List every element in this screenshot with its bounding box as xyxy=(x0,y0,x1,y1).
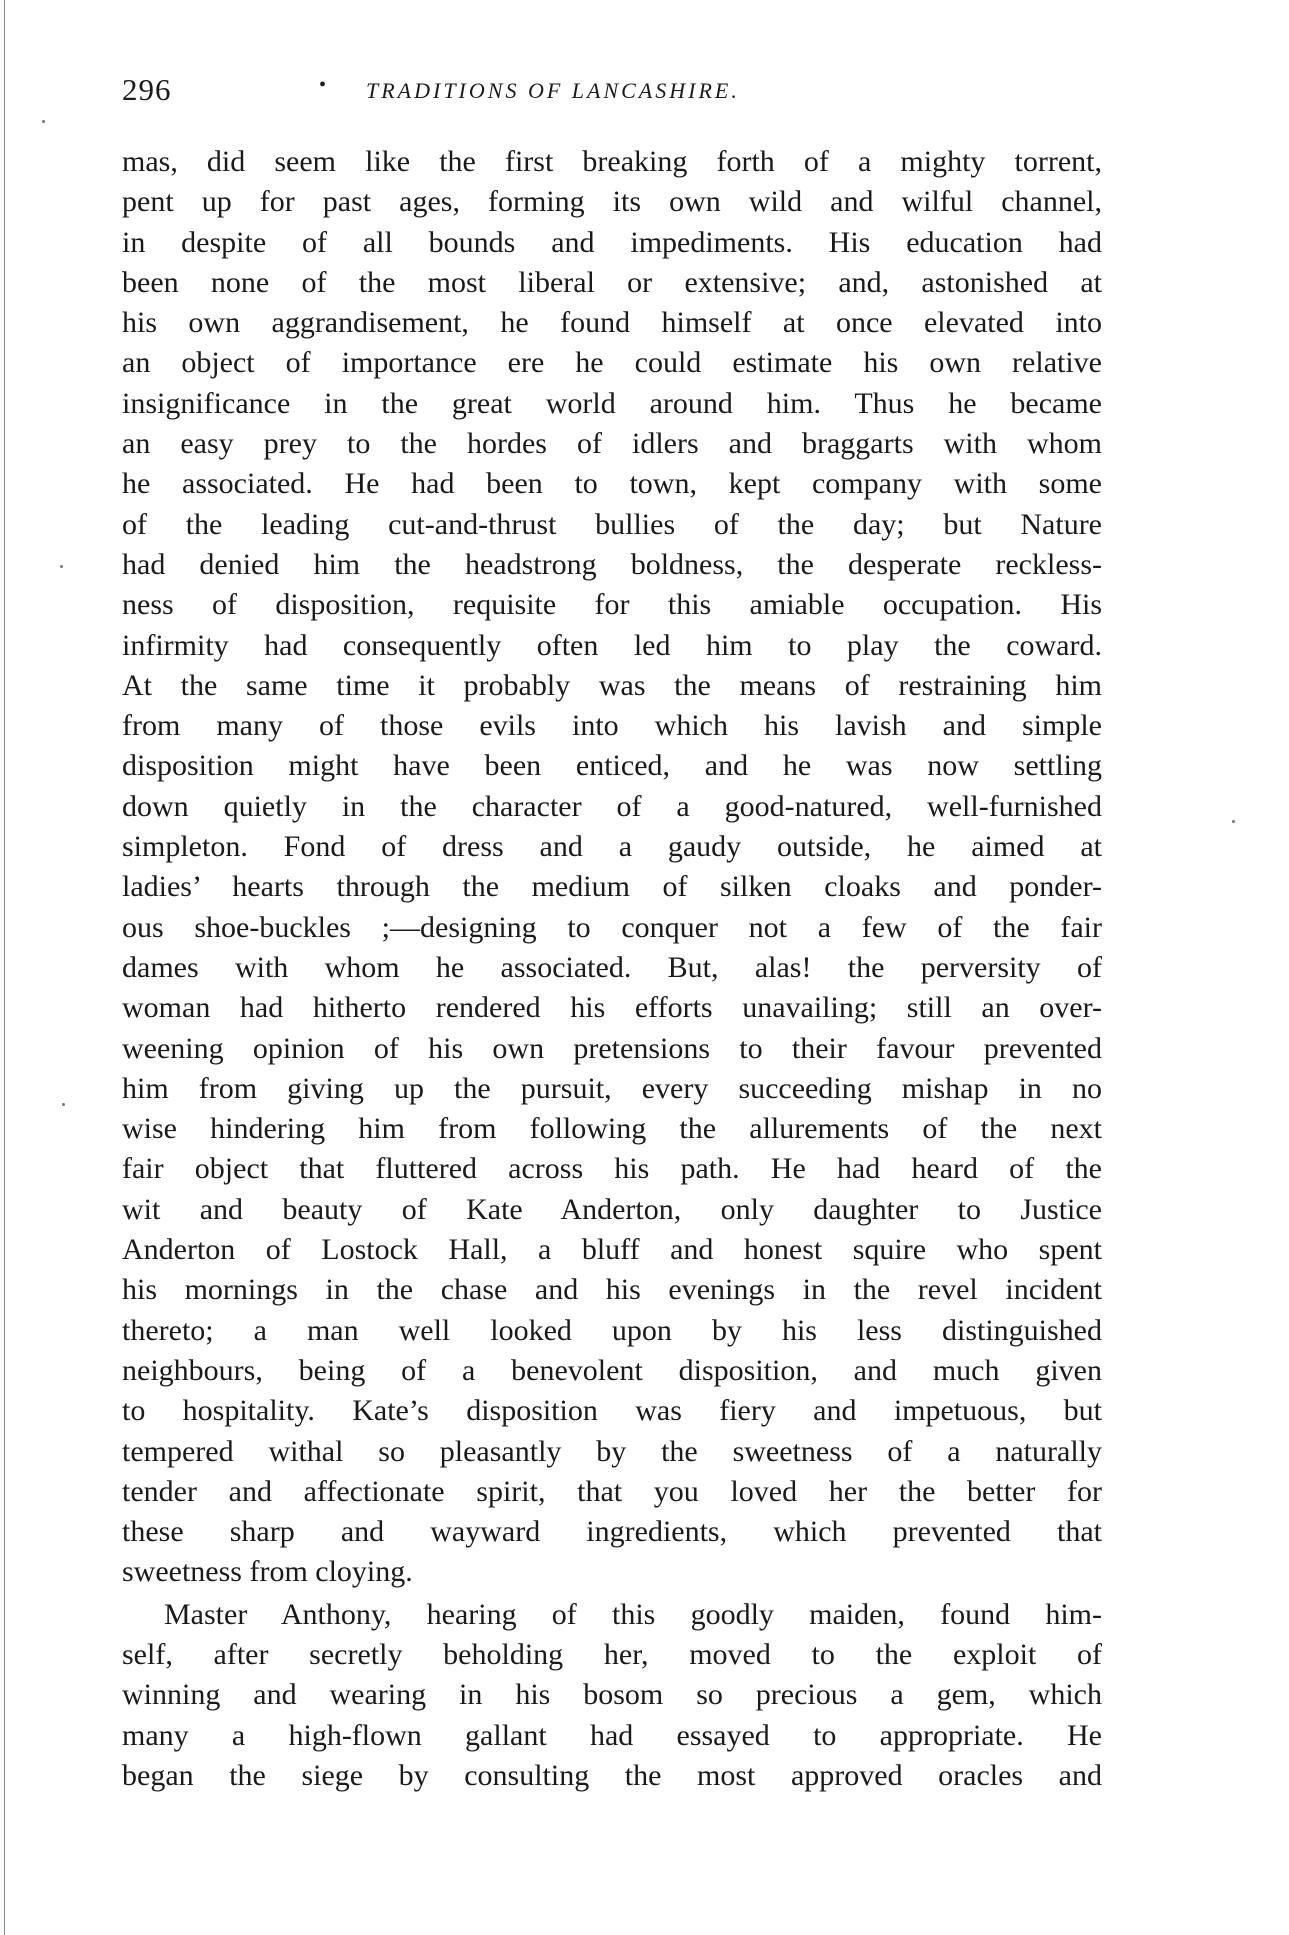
text-line: Master Anthony, hearing of this goodly maiden, found him- xyxy=(164,1597,1102,1631)
text-line: his mornings in the chase and his evenings in the revel incident xyxy=(122,1273,1102,1307)
text-line: been none of the most liberal or extensive; and, astonished at xyxy=(122,265,1102,299)
text-line: an object of importance ere he could estimate his own relative xyxy=(122,346,1102,380)
header-bullet-mark: • xyxy=(319,74,327,96)
paragraph xyxy=(122,1595,1102,1796)
text-line: down quietly in the character of a good-natured, well-furnished xyxy=(122,789,1102,823)
text-line: began the siege by consulting the most approved oracles and xyxy=(122,1758,1102,1792)
running-title: TRADITIONS OF LANCASHIRE. xyxy=(366,78,740,103)
running-header xyxy=(122,72,1102,112)
text-line: Anderton of Lostock Hall, a bluff and honest squire who spent xyxy=(122,1233,1102,1267)
text-line: neighbours, being of a benevolent disposition, and much given xyxy=(122,1353,1102,1387)
text-line: pent up for past ages, forming its own wild and wilful channel, xyxy=(122,185,1102,219)
text-line: ness of disposition, requisite for this amiable occupation. His xyxy=(122,588,1102,622)
text-line: infirmity had consequently often led him to play the coward. xyxy=(122,628,1102,662)
text-line: self, after secretly beholding her, moved to the exploit of xyxy=(122,1637,1102,1671)
text-line: ous shoe-buckles ;—designing to conquer not a few of the fair xyxy=(122,910,1102,944)
paper-speck xyxy=(1232,820,1235,823)
text-line: of the leading cut-and-thrust bullies of the day; but Nature xyxy=(122,507,1102,541)
text-line: to hospitality. Kate’s disposition was fiery and impetuous, but xyxy=(122,1394,1102,1428)
text-line: dames with whom he associated. But, alas! the perversity of xyxy=(122,950,1102,984)
text-line: simpleton. Fond of dress and a gaudy outside, he aimed at xyxy=(122,830,1102,864)
text-line: from many of those evils into which his lavish and simple xyxy=(122,709,1102,743)
page-body xyxy=(122,142,1102,1796)
paper-speck xyxy=(60,565,63,568)
page-number: 296 xyxy=(122,72,172,107)
text-line: weening opinion of his own pretensions to their favour prevented xyxy=(122,1031,1102,1065)
text-line: insignificance in the great world around him. Thus he became xyxy=(122,386,1102,420)
text-line: his own aggrandisement, he found himself at once elevated into xyxy=(122,306,1102,340)
text-line: mas, did seem like the first breaking forth of a mighty torrent, xyxy=(122,145,1102,178)
text-line: him from giving up the pursuit, every succeeding mishap in no xyxy=(122,1071,1102,1105)
text-line: an easy prey to the hordes of idlers and braggarts with whom xyxy=(122,427,1102,461)
text-line: sweetness from cloying. xyxy=(122,1555,413,1589)
text-line: he associated. He had been to town, kept company with some xyxy=(122,467,1102,501)
text-line: disposition might have been enticed, and he was now settling xyxy=(122,749,1102,783)
text-line: tempered withal so pleasantly by the sweetness of a naturally xyxy=(122,1434,1102,1468)
text-line: woman had hitherto rendered his efforts unavailing; still an over- xyxy=(122,991,1102,1025)
text-line: in despite of all bounds and impediments. His education had xyxy=(122,225,1102,259)
text-line: thereto; a man well looked upon by his less distinguished xyxy=(122,1313,1102,1347)
text-line: tender and affectionate spirit, that you loved her the better for xyxy=(122,1474,1102,1508)
paragraph xyxy=(122,142,1102,1593)
text-line: these sharp and wayward ingredients, which prevented that xyxy=(122,1515,1102,1549)
paper-speck xyxy=(62,1103,65,1106)
text-line: ladies’ hearts through the medium of silken cloaks and ponder- xyxy=(122,870,1102,904)
text-line: fair object that fluttered across his path. He had heard of the xyxy=(122,1152,1102,1186)
text-line: wise hindering him from following the allurements of the next xyxy=(122,1112,1102,1146)
text-line: had denied him the headstrong boldness, the desperate reckless- xyxy=(122,547,1102,581)
page-edge-line xyxy=(4,0,5,1935)
text-line: At the same time it probably was the means of restraining him xyxy=(122,668,1102,702)
text-line: many a high-flown gallant had essayed to appropriate. He xyxy=(122,1718,1102,1752)
text-line: wit and beauty of Kate Anderton, only daughter to Justice xyxy=(122,1192,1102,1226)
paper-speck xyxy=(42,120,45,123)
text-line: winning and wearing in his bosom so precious a gem, which xyxy=(122,1678,1102,1712)
